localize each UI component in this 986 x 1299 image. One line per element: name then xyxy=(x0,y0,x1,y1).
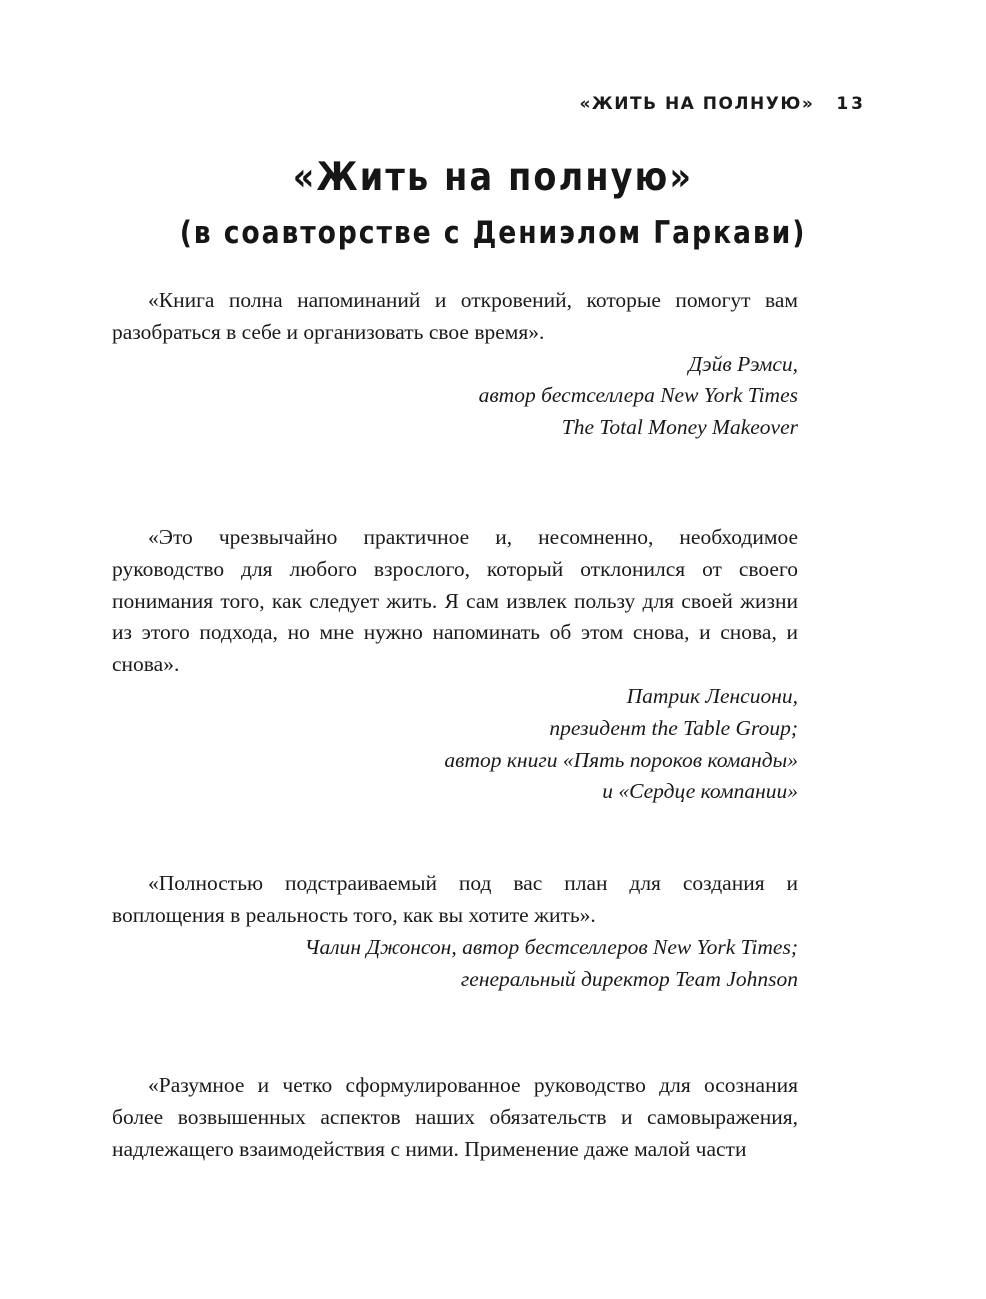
quote-text: «Книга полна напоминаний и откровений, которые помогут вам разобраться в себе и организовать свое время». xyxy=(112,288,798,344)
quote-text: «Разумное и четко сформулированное руководство для осознания более возвышенных аспектов наших обязательств и самовыражения, надлежащего взаимодействия с ними. Применение даже малой части xyxy=(112,1073,798,1161)
quote-block xyxy=(112,868,798,995)
attribution-line: автор книги «Пять пороков команды» xyxy=(444,747,798,772)
attribution-line: Патрик Ленсиони, xyxy=(626,683,798,708)
attribution-line: генеральный директор Team Johnson xyxy=(460,966,798,991)
heading-title: «Жить на полную» xyxy=(292,155,694,200)
quote-attribution xyxy=(112,349,798,444)
quote-attribution xyxy=(112,932,798,996)
quote-block xyxy=(112,285,798,444)
chapter-heading xyxy=(0,152,986,262)
quote-block xyxy=(112,522,798,808)
attribution-line: президент the Table Group; xyxy=(549,715,798,740)
attribution-line: Дэйв Рэмси, xyxy=(688,351,798,376)
quote-block xyxy=(112,1070,798,1165)
quote-text: «Полностью подстраиваемый под вас план для создания и воплощения в реальность того, как вы хотите жить». xyxy=(112,871,798,927)
quotes-list xyxy=(112,285,798,1166)
page-number: 13 xyxy=(836,94,866,114)
running-head xyxy=(579,94,866,114)
attribution-line: Чалин Джонсон, автор бестселлеров New York Times; xyxy=(304,934,798,959)
running-head-title: «ЖИТЬ НА ПОЛНУЮ» xyxy=(579,94,815,114)
attribution-line: и «Сердце компании» xyxy=(602,779,798,804)
heading-subtitle: (в соавторстве с Дениэлом Гаркави) xyxy=(179,215,807,251)
quote-text: «Это чрезвычайно практичное и, несомненно, необходимое руководство для любого взрослого, который отклонился от своего понимания того, как следует жить. Я сам извлек пользу для своей жизни из этого подхода, но мне нужно напоминать об этом снова, и снова, и снова». xyxy=(112,524,798,677)
quote-attribution xyxy=(112,681,798,808)
attribution-line: The Total Money Makeover xyxy=(561,415,798,440)
attribution-line: автор бестселлера New York Times xyxy=(478,383,798,408)
